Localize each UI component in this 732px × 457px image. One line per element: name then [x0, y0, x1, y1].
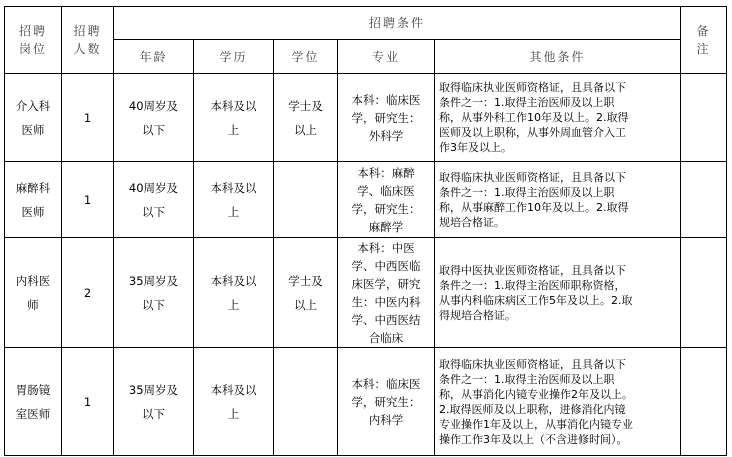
major-line: 学，研究生： — [351, 394, 421, 409]
education-line: 上 — [227, 297, 240, 312]
position-cell — [5, 348, 62, 456]
major-line: 本科：中医 — [357, 240, 415, 255]
position-cell — [5, 238, 62, 348]
education-cell — [194, 238, 274, 348]
age-line: 以下 — [142, 122, 165, 137]
other-line: 条件之一：1.取得主治医师及以上职 — [439, 96, 615, 109]
header-position-line-1: 招聘 — [18, 24, 47, 38]
major-line: 麻醉学 — [368, 219, 404, 234]
position-line: 医师 — [21, 204, 45, 219]
other-line: 取得中医执业医师资格证，且具备以下 — [439, 263, 626, 277]
education-line: 本科及以 — [210, 98, 257, 113]
other-line: 称，从事外科工作10年及以上。2.取得 — [439, 111, 629, 124]
header-count-line-1: 招聘 — [73, 24, 102, 38]
other-line: 医师及以上职称，从事外周血管介入工 — [439, 126, 626, 139]
table-row — [5, 348, 727, 456]
other-line: 称，从事消化内镜专业操作2年及以上。 — [439, 387, 633, 401]
other-line: 作3年及以上。 — [439, 141, 512, 154]
remark-cell — [681, 348, 727, 456]
other-line: 条件之一：1.取得主治医师及以上职 — [439, 185, 615, 199]
other-line: 条件之一：1.取得主治医师及以上职 — [439, 372, 615, 386]
other-line: 规培合格证。 — [439, 215, 505, 229]
major-cell — [338, 348, 435, 456]
education-line: 上 — [227, 406, 240, 421]
degree-line: 学士及 — [288, 98, 323, 113]
major-line: 生：中医内科 — [351, 294, 421, 309]
age-line: 35周岁及 — [128, 382, 179, 397]
major-line: 外科学 — [368, 128, 404, 143]
age-line: 35周岁及 — [128, 273, 179, 288]
education-line: 本科及以 — [210, 273, 257, 288]
other-line: 条件之一：1.取得主治医师职称资格， — [439, 278, 626, 292]
major-line: 学、临床医 — [357, 183, 415, 198]
header-remark-line-1: 备 — [696, 24, 711, 38]
position-line: 胃肠镜 — [15, 382, 51, 397]
age-cell — [114, 348, 194, 456]
header-conditions: 招聘条件 — [114, 7, 681, 40]
age-line: 以下 — [142, 297, 165, 312]
major-line: 本科：麻醉 — [357, 165, 415, 180]
major-line: 合临床 — [368, 330, 404, 345]
age-cell — [114, 162, 194, 238]
remark-cell — [681, 74, 727, 162]
table-row — [5, 238, 727, 348]
table-row — [5, 162, 727, 238]
degree-cell — [274, 348, 338, 456]
major-line: 床医学，研究 — [351, 276, 421, 291]
remark-cell — [681, 238, 727, 348]
education-line: 上 — [227, 204, 240, 219]
count-cell: 1 — [62, 74, 114, 162]
major-cell — [338, 238, 435, 348]
remark-cell — [681, 162, 727, 238]
major-line: 内科学 — [368, 412, 404, 427]
major-line: 本科：临床医 — [351, 92, 421, 107]
other-conditions-cell — [435, 162, 681, 238]
header-position — [5, 7, 62, 74]
position-cell — [5, 162, 62, 238]
other-line: 取得临床执业医师资格证，且具备以下 — [439, 357, 626, 371]
education-line: 本科及以 — [210, 382, 257, 397]
other-line: 专业操作1年及以上，从事消化内镜专业 — [439, 417, 633, 431]
position-cell — [5, 74, 62, 162]
major-line: 学、中西医结 — [351, 312, 421, 327]
education-line: 本科及以 — [210, 180, 257, 195]
position-line: 室医师 — [15, 406, 51, 421]
recruitment-table — [4, 6, 727, 456]
education-cell — [194, 162, 274, 238]
count-cell: 1 — [62, 162, 114, 238]
position-line: 师 — [27, 297, 39, 312]
position-line: 麻醉科 — [15, 180, 51, 195]
education-cell — [194, 74, 274, 162]
header-remark-line-2: 注 — [696, 42, 711, 56]
degree-cell — [274, 74, 338, 162]
other-line: 从事内科临床病区工作5年及以上。2.取 — [439, 293, 633, 307]
header-degree: 学位 — [274, 40, 338, 74]
other-line: 得规培合格证。 — [439, 308, 516, 322]
major-cell — [338, 74, 435, 162]
degree-cell — [274, 238, 338, 348]
age-line: 40周岁及 — [128, 180, 179, 195]
other-line: 称，从事麻醉工作10年及以上。2.取得 — [439, 200, 629, 214]
other-conditions-cell — [435, 348, 681, 456]
major-line: 学，研究生： — [351, 110, 421, 125]
major-line: 学、中西医临 — [351, 258, 421, 273]
other-line: 操作工作3年及以上（不含进修时间）。 — [439, 432, 628, 446]
major-line: 本科：临床医 — [351, 376, 421, 391]
other-line: 取得临床执业医师资格证，且具备以下 — [439, 170, 626, 184]
header-education: 学历 — [194, 40, 274, 74]
degree-cell — [274, 162, 338, 238]
header-other: 其他条件 — [435, 40, 681, 74]
other-line: 取得临床执业医师资格证，且具备以下 — [439, 81, 626, 94]
table-row — [5, 74, 727, 162]
degree-line: 学士及 — [288, 273, 323, 288]
major-line: 学，研究生： — [351, 201, 421, 216]
header-remark — [681, 7, 727, 74]
education-cell — [194, 348, 274, 456]
header-count — [62, 7, 114, 74]
age-cell — [114, 238, 194, 348]
position-line: 内科医 — [15, 273, 51, 288]
header-major: 专业 — [338, 40, 435, 74]
count-cell: 1 — [62, 348, 114, 456]
other-conditions-cell — [435, 74, 681, 162]
other-line: 2.取得医师及以上职称，进修消化内镜 — [439, 402, 626, 416]
age-line: 以下 — [142, 406, 165, 421]
header-age: 年龄 — [114, 40, 194, 74]
degree-line: 以上 — [294, 122, 317, 137]
header-position-line-2: 岗位 — [18, 42, 47, 56]
count-cell: 2 — [62, 238, 114, 348]
degree-line: 以上 — [294, 297, 317, 312]
education-line: 上 — [227, 122, 240, 137]
position-line: 介入科 — [15, 98, 51, 113]
age-cell — [114, 74, 194, 162]
position-line: 医师 — [21, 122, 45, 137]
header-count-line-2: 人数 — [73, 42, 102, 56]
age-line: 以下 — [142, 204, 165, 219]
age-line: 40周岁及 — [128, 98, 179, 113]
major-cell — [338, 162, 435, 238]
other-conditions-cell — [435, 238, 681, 348]
